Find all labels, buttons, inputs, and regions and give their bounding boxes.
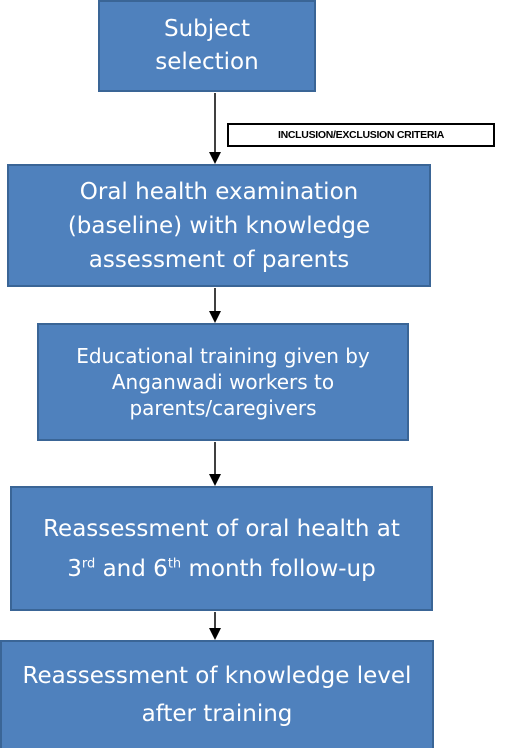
followup-text: month follow-up (181, 555, 376, 582)
node-text-line: assessment of parents (88, 246, 350, 273)
ordinal-number: 6 (153, 555, 168, 582)
ordinal-suffix: rd (81, 555, 96, 571)
node-text-line-followup (67, 549, 376, 589)
connector-text: and (95, 555, 154, 582)
node-text-line: parents/caregivers (129, 396, 317, 420)
node-educational-training (37, 323, 409, 441)
node-text-line: selection (155, 49, 259, 75)
node-text-line: Educational training given by (76, 344, 370, 368)
node-text-line: after training (141, 701, 293, 727)
node-text-line: Subject (164, 16, 250, 42)
node-subject-selection (98, 0, 316, 92)
node-text-line: Oral health examination (79, 178, 359, 205)
node-text-line: Reassessment of knowledge level (22, 663, 412, 689)
node-text-line: Anganwadi workers to (111, 370, 335, 394)
node-text-line: Reassessment of oral health at (43, 515, 400, 542)
criteria-label: INCLUSION/EXCLUSION CRITERIA (227, 123, 495, 147)
node-oral-health-exam (7, 164, 431, 287)
node-text-line: (baseline) with knowledge (67, 212, 371, 239)
ordinal-suffix: th (167, 555, 182, 571)
node-reassessment-knowledge (0, 640, 434, 748)
node-reassessment-oral-health (10, 486, 433, 611)
ordinal-number: 3 (67, 555, 82, 582)
